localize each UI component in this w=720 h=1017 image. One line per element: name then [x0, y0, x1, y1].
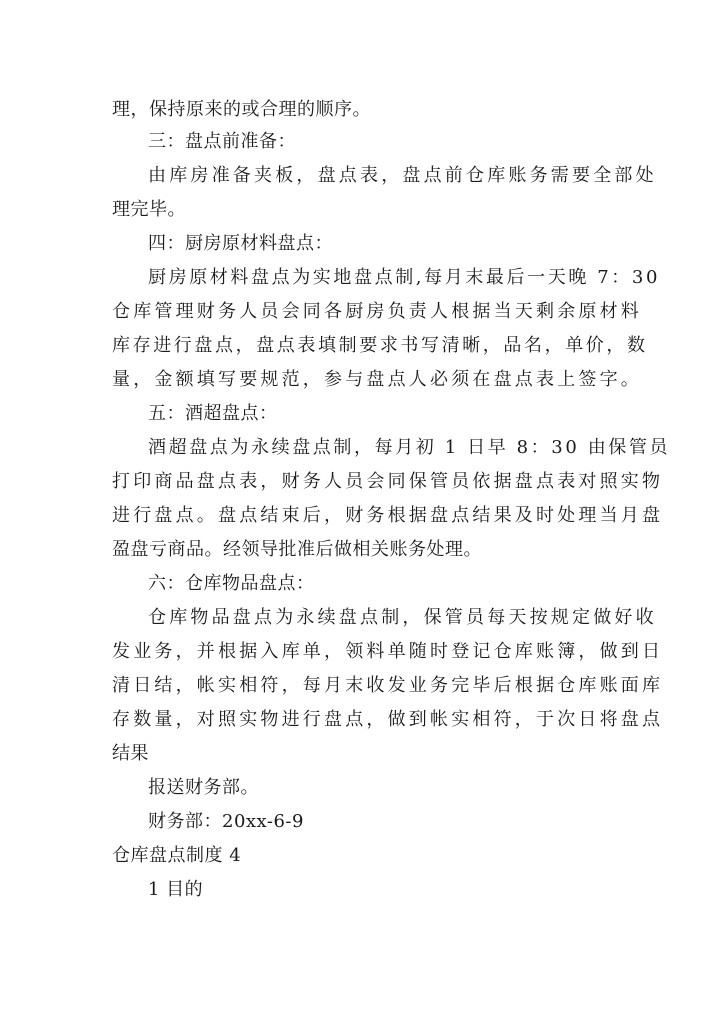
- paragraph-line: 仓库管理财务人员会同各厨房负责人根据当天剩余原材料: [112, 301, 642, 322]
- section-heading: 六：仓库物品盘点：: [148, 573, 315, 594]
- paragraph-line: 量，金额填写要规范，参与盘点人必须在盘点表上签字。: [112, 369, 642, 390]
- paragraph-line: 由库房准备夹板，盘点表，盘点前仓库账务需要全部处: [148, 165, 657, 186]
- signature-date: 财务部：20xx-6-9: [148, 811, 304, 832]
- paragraph-line: 打印商品盘点表，财务人员会同保管员依据盘点表对照实物: [112, 471, 664, 492]
- section-heading: 三：盘点前准备：: [148, 131, 296, 152]
- paragraph-line: 厨房原材料盘点为实地盘点制,每月末最后一天晚 7：30: [148, 267, 660, 288]
- paragraph-line: 清日结，帐实相符，每月末收发业务完毕后根据仓库账面库: [112, 675, 664, 696]
- paragraph-line: 发业务，并根据入库单，领料单随时登记仓库账簿，做到日: [112, 641, 664, 662]
- paragraph-line: 理，保持原来的或合理的顺序。: [112, 99, 371, 120]
- paragraph-line: 结果: [112, 743, 149, 764]
- paragraph-line: 盈盘亏商品。经领导批准后做相关账务处理。: [112, 539, 482, 560]
- section-heading: 1 目的: [148, 879, 204, 900]
- paragraph-line: 仓库物品盘点为永续盘点制，保管员每天按规定做好收: [148, 607, 657, 628]
- paragraph-line: 酒超盘点为永续盘点制，每月初 1 日早 8：30 由保管员: [148, 437, 671, 458]
- section-heading: 五：酒超盘点：: [148, 403, 278, 424]
- paragraph-line: 理完毕。: [112, 199, 186, 220]
- document-title: 仓库盘点制度 4: [112, 845, 242, 866]
- paragraph-line: 报送财务部。: [148, 777, 259, 798]
- paragraph-line: 进行盘点。盘点结束后，财务根据盘点结果及时处理当月盘: [112, 505, 664, 526]
- paragraph-line: 库存进行盘点，盘点表填制要求书写清晰，品名，单价，数: [112, 335, 648, 356]
- paragraph-line: 存数量，对照实物进行盘点，做到帐实相符，于次日将盘点: [112, 709, 664, 730]
- section-heading: 四：厨房原材料盘点：: [148, 233, 333, 254]
